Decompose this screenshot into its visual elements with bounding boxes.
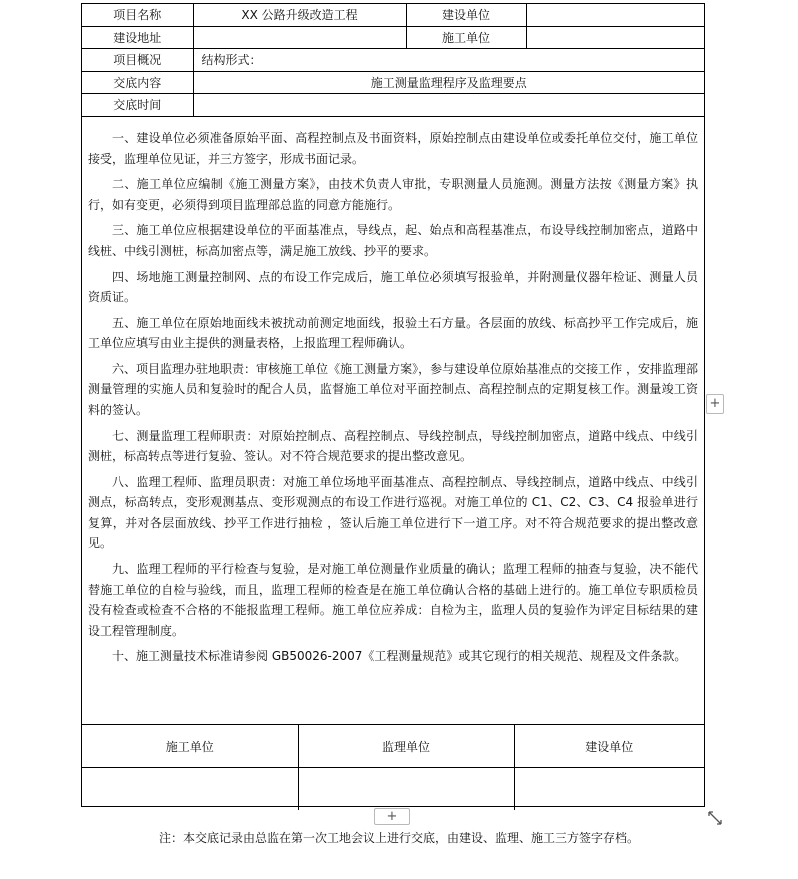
add-column-button[interactable]: + (706, 394, 724, 414)
add-row-button[interactable]: + (374, 808, 410, 825)
paragraph-5: 五、施工单位在原始地面线未被扰动前测定地面线，报验土石方量。各层面的放线、标高抄平工作完成后，施工单位应填写由业主提供的测量表格，上报监理工程师确认。 (88, 315, 698, 351)
paragraph-2: 二、施工单位应编制《施工测量方案》，由技术负责人审批，专职测量人员施测。测量方法按《测量方案》执行，如有变更，必须得到项目监理部总监的同意方能施行。 (88, 177, 698, 212)
overview-label: 项目概况 (82, 49, 193, 72)
overview-row (82, 49, 704, 72)
content-row (82, 71, 704, 94)
paragraph-9: 九、监理工程师的平行检查与复验，是对施工单位测量作业质量的确认；监理工程师的抽查与复验，决不能代替施工单位的自检与验线，而且，监理工程师的检查是在施工单位确认合格的基础上进行的。施工单位专职质检员没有检查或检查不合格的不能报监理工程师。施工单位应养成：自检为主，监理人员的复验作为评定目标结果的建设工程管理制度。 (88, 562, 698, 638)
contractor-value[interactable] (526, 26, 704, 49)
signature-owner-label: 建设单位 (514, 725, 704, 768)
disclosure-form (81, 3, 705, 807)
contractor-label: 施工单位 (406, 26, 526, 49)
address-value[interactable] (193, 26, 406, 49)
owner-label: 建设单位 (406, 4, 526, 26)
resize-arrows-icon (705, 808, 725, 828)
table-resize-handle[interactable] (705, 808, 725, 828)
signature-supervisor-label: 监理单位 (298, 725, 514, 768)
footer-note: 注：本交底记录由总监在第一次工地会议上进行交底，由建设、监理、施工三方签字存档。 (158, 831, 639, 845)
project-name-label: 项目名称 (82, 4, 193, 26)
paragraph-10: 十、施工测量技术标准请参阅 GB50026-2007《工程测量规范》或其它现行的相关规范、规程及文件条款。 (112, 649, 687, 664)
signature-header-row (82, 725, 704, 768)
header-table (82, 4, 704, 117)
content-label: 交底内容 (82, 71, 193, 94)
project-name-row (82, 4, 704, 26)
signature-contractor-cell[interactable] (82, 768, 298, 811)
paragraph-3: 三、施工单位应根据建设单位的平面基准点，导线点，起、始点和高程基准点，布设导线控制加密点，道路中线桩、中线引测桩，标高加密点等，满足施工放线、抄平的要求。 (88, 223, 698, 258)
signature-table (82, 724, 704, 810)
owner-value[interactable] (526, 4, 704, 26)
project-name-value[interactable]: XX 公路升级改造工程 (193, 4, 406, 26)
signature-supervisor-cell[interactable] (298, 768, 514, 811)
disclosure-body[interactable] (88, 128, 698, 672)
address-label: 建设地址 (82, 26, 193, 49)
paragraph-1: 一、建设单位必须准备原始平面、高程控制点及书面资料，原始控制点由建设单位或委托单位交付，施工单位接受，监理单位见证，并三方签字，形成书面记录。 (88, 131, 698, 166)
paragraph-8: 八、监理工程师、监理员职责：对施工单位场地平面基准点、高程控制点、导线控制点，道路中线点、中线引测点，标高转点，变形观测基点、变形观测点的布设工作进行巡视。对施工单位的 C1、C2、C3、C4 报验单进行复算，并对各层面放线、抄平工作进行抽检 ，签认后施工单位进行下一道工序。对不符合规范要求的提出整改意见。 (88, 474, 698, 551)
overview-value[interactable]: 结构形式： (193, 49, 704, 72)
time-label: 交底时间 (82, 94, 193, 117)
paragraph-6: 六、项目监理办驻地职责：审核施工单位《施工测量方案》，参与建设单位原始基准点的交接工作 ，安排监理部测量管理的实施人员和复验时的配合人员，监督施工单位对平面控制点、高程控制点的定期复核工作。测量竣工资料的签认。 (88, 361, 698, 417)
signature-owner-cell[interactable] (514, 768, 704, 811)
content-value[interactable]: 施工测量监理程序及监理要点 (193, 71, 704, 94)
paragraph-4: 四、场地施工测量控制网、点的布设工作完成后，施工单位必须填写报验单，并附测量仪器年检证、测量人员资质证。 (88, 269, 698, 305)
paragraph-7: 七、测量监理工程师职责：对原始控制点、高程控制点、导线控制点，导线控制加密点，道路中线点、中线引测桩，标高转点等进行复验、签认。对不符合规范要求的提出整改意见。 (88, 428, 698, 464)
time-value[interactable] (193, 94, 704, 117)
time-row (82, 94, 704, 117)
signature-blank-row (82, 768, 704, 811)
address-row (82, 26, 704, 49)
signature-contractor-label: 施工单位 (82, 725, 298, 768)
